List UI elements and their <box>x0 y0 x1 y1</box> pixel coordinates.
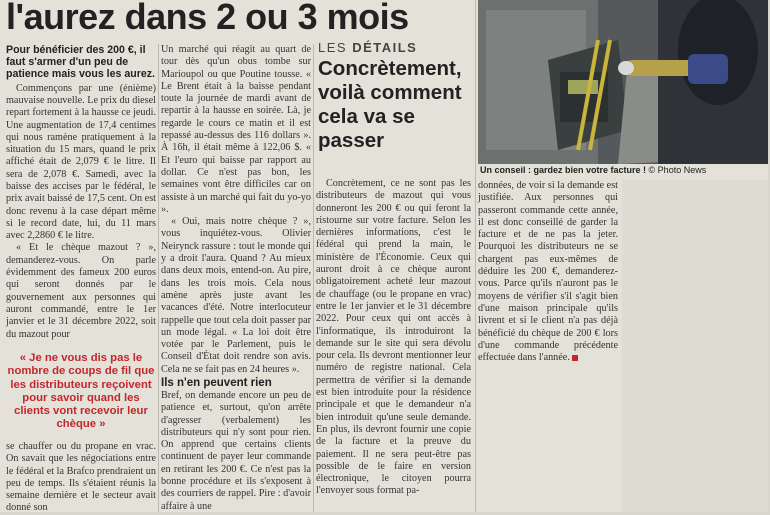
paragraph: Bref, on demande encore un peu de patience et, surtout, qu'on arrête d'agresser (verbalement) les distributeurs qui n'y sont pour rien. On apprend que certains clients continuent de payer leur commande en retirant les 200 €. Ce n'est pas la bonne procédure et ils s'exposent à des courriers de rappel. Pire : d'avoir affaire à une <box>161 390 311 512</box>
article-column-1 <box>6 44 156 344</box>
paragraph: « Oui, mais notre chèque ? », vous inquiétez-vous. Olivier Neirynck rassure : tout le monde qui y a droit l'aura. Quand ? Au mieux dans deux mois, entend-on. Au pire, dans les trois mois. Cela nous amène après juste avant les vacances d'été. Notre interlocuteur rappelle que tout cela doit passer par un mode légal. « La loi doit être votée par le Parlement, puis le Conseil d'État doit rendre son avis. Cela ne se fait pas en 24 heures ». <box>161 216 311 375</box>
paragraph <box>478 180 618 364</box>
article-column-1-continued <box>6 441 156 512</box>
paragraph: Un marché qui réagit au quart de tour dès qu'un obus tombe sur Marioupol ou que Poutine tousse. « Le Brent était à la baisse pendant toute la journée de mardi avant de repartir à la hausse en soirée. Là, je regarde le cours ce matin et il est repassé au-dessus des 116 dollars ». À 16h, il était même à 122,06 $. « Et l'euro qui baisse par rapport au dollar. Ce n'est pas bon, les semaines vont être difficiles car on assiste à un marché qui fait du yo-yo ». <box>161 44 311 215</box>
details-title: Concrètement, voilà comment cela va se passer <box>318 57 462 152</box>
section-subhead: Ils n'en peuvent rien <box>161 377 272 389</box>
headline: l'aurez dans 2 ou 3 mois <box>6 0 409 37</box>
details-box <box>314 40 474 176</box>
paragraph: Concrètement, ce ne sont pas les distributeurs de mazout qui vous donneront les 200 € ou qui feront la ristourne sur votre facture. Selon les dernières informations, c'est le fédéral qui prend la main, le ministère de l'Économie. Ceux qui auront droit à ce chèque auront obligatoirement acheté leur mazout de chauffage (ou le propane en vrac) entre le 1er janvier et le 31 décembre 2022. Pour ceux qui ont accès à l'informatique, ils introduiront la demande sur le site qui sera dévolu pour cela. Ils devront mentionner leur numéro de registre national. Cela permettra de vérifier si la demande est bien introduite pour la résidence principale et que le demandeur n'a bien introduit qu'une seule demande. En plus, ils devront fournir une copie de la facture et la preuve du paiement. Il ne sera peut-être pas possible de le faire en version électronique, le citoyen pourra l'envoyer sous format pa- <box>316 178 471 497</box>
pull-quote: « Je ne vous dis pas le nombre de coups de fil que les distributeurs reçoivent pour savoir quand les clients vont recevoir leur chèque » <box>7 352 155 431</box>
photo-credit: © Photo News <box>646 165 707 175</box>
end-mark-icon <box>572 355 578 361</box>
details-label-b: DÉTAILS <box>352 40 418 55</box>
article-column-2 <box>161 44 311 374</box>
paragraph: Commençons par une (énième) mauvaise nouvelle. Le prix du diesel repart fortement à la hausse ce jeudi. Une augmentation de 17,4 centimes qui nous ramène pratiquement à la situation du 15 mars, quand le prix affiché était de 2,079 € le litre. Il sera de 2,078 €. Samedi, avec la baisse des accises par le fédéral, le prix avait baissé de 17,5 cent. On est donc revenu à la case départ même si le record date, lui, du 11 mars avec 2,2860 € le litre. <box>6 82 156 242</box>
paragraph-text: données, de voir si la demande est justifiée. Aux personnes qui passeront commande cette année, il est donc conseillé de garder la facture et de ne pas la jeter. Pourquoi les distributeurs ne se chargent pas eux-mêmes de déduire les 200 €, demanderez-vous. Parce qu'ils n'auront pas le moyens de vérifier s'il s'agit bien d'une maison principale qu'ils livrent et si le client n'a pas déjà bénéficié du chèque de 200 € lors d'une commande précédente effectuée dans l'année. <box>478 180 618 364</box>
column-divider <box>313 44 314 512</box>
article-lede: Pour bénéficier des 200 €, il faut s'armer d'un peu de patience mais vous les aurez. <box>6 44 155 81</box>
column-divider <box>158 44 159 512</box>
details-column <box>316 178 471 512</box>
article-column-2-continued <box>161 390 311 512</box>
photo-caption <box>478 165 770 175</box>
details-label-a: LES <box>318 40 353 55</box>
paragraph: se chauffer ou du propane en vrac. On savait que les négociations entre le fédéral et la Brafco prendraient un peu de temps. Ils s'étaient réunis la semaine dernière et le secteur avait donné son <box>6 441 156 514</box>
column-divider <box>475 0 476 512</box>
photo-fuel-delivery <box>478 0 768 164</box>
blank-area <box>622 180 768 512</box>
article-column-4 <box>478 180 618 364</box>
details-label <box>314 40 474 55</box>
paragraph: « Et le chèque mazout ? », demanderez-vous. On parle évidemment des fameux 200 euros qui seront donnés par le gouvernement aux personnes qui auront commandé, entre le 1er janvier et le 31 décembre 2022, soit du mazout pour <box>6 242 156 340</box>
photo-illustration <box>478 0 768 164</box>
caption-text: Un conseil : gardez bien votre facture ! <box>480 165 647 175</box>
